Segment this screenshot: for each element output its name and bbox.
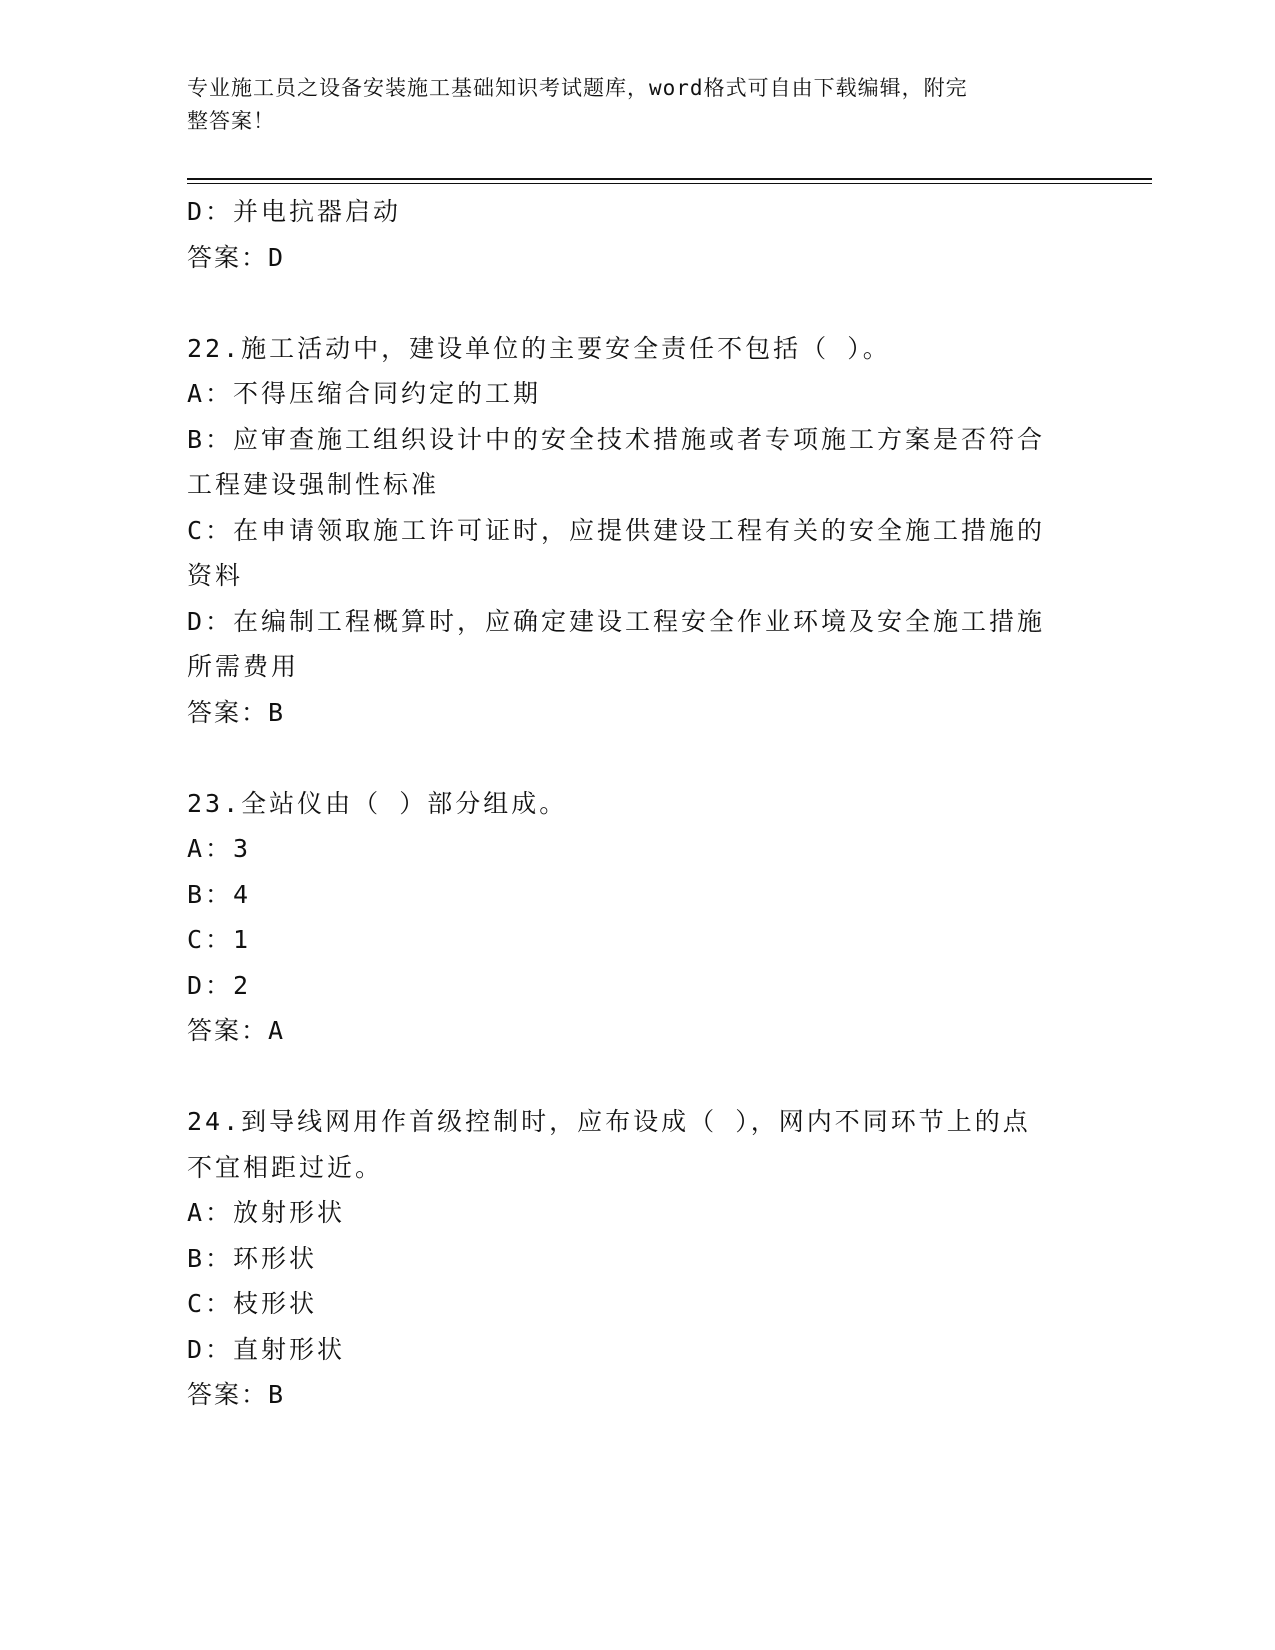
option-a: A：放射形状 bbox=[187, 1198, 346, 1227]
answer: 答案：B bbox=[187, 1380, 286, 1409]
option-b-continued: 工程建设强制性标准 bbox=[187, 470, 440, 499]
question-22 bbox=[187, 326, 1087, 736]
question-stem: 24.到导线网用作首级控制时，应布设成（ ），网内不同环节上的点 bbox=[187, 1107, 1031, 1136]
question-content bbox=[187, 189, 1087, 1418]
option-d: D：2 bbox=[187, 970, 252, 1000]
option-b: B：环形状 bbox=[187, 1243, 318, 1273]
header-line-1: 专业施工员之设备安装施工基础知识考试题库，word格式可自由下载编辑，附完 bbox=[187, 76, 968, 100]
spacer bbox=[187, 1054, 1087, 1100]
option-d: D：在编制工程概算时，应确定建设工程安全作业环境及安全施工措施 bbox=[187, 606, 1046, 636]
header-rule-thick bbox=[187, 178, 1152, 180]
option-b: B：4 bbox=[187, 879, 252, 909]
header-rule-thin bbox=[187, 183, 1152, 184]
document-header bbox=[187, 72, 1067, 138]
option-d-continued: 所需费用 bbox=[187, 652, 300, 681]
question-stem-continued: 不宜相距过近。 bbox=[187, 1152, 384, 1182]
option-a: A：不得压缩合同约定的工期 bbox=[187, 379, 542, 408]
option-c: C：在申请领取施工许可证时，应提供建设工程有关的安全施工措施的 bbox=[187, 515, 1046, 545]
spacer bbox=[187, 735, 1087, 781]
spacer bbox=[187, 280, 1087, 326]
option-b: B：应审查施工组织设计中的安全技术措施或者专项施工方案是否符合 bbox=[187, 424, 1046, 454]
question-23 bbox=[187, 781, 1087, 1054]
option-c: C：1 bbox=[187, 925, 252, 954]
question-24 bbox=[187, 1099, 1087, 1418]
answer: 答案：D bbox=[187, 242, 286, 272]
option-c-continued: 资料 bbox=[187, 561, 244, 590]
option-d: D：并电抗器启动 bbox=[187, 197, 402, 226]
question-stem: 23.全站仪由（ ）部分组成。 bbox=[187, 788, 568, 818]
header-line-2: 整答案！ bbox=[187, 109, 275, 133]
answer: 答案：A bbox=[187, 1016, 286, 1045]
previous-question bbox=[187, 189, 1087, 280]
answer: 答案：B bbox=[187, 697, 286, 727]
option-c: C：枝形状 bbox=[187, 1289, 318, 1318]
option-d: D：直射形状 bbox=[187, 1334, 346, 1364]
option-a: A：3 bbox=[187, 834, 252, 863]
question-stem: 22.施工活动中，建设单位的主要安全责任不包括（ ）。 bbox=[187, 333, 891, 363]
